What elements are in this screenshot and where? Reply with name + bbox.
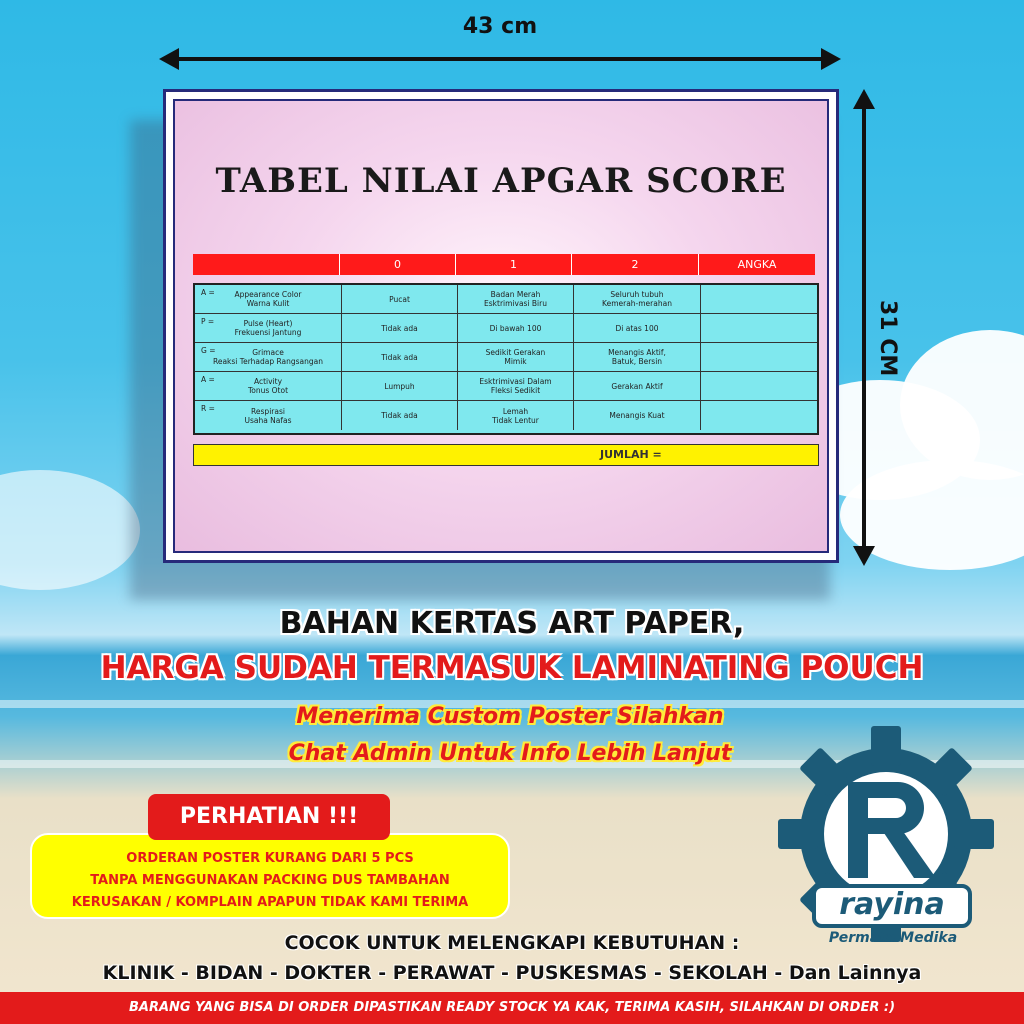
score-2-cell: Seluruh tubuh Kemerah-merahan (574, 285, 701, 313)
width-arrow (165, 57, 835, 61)
score-0-cell: Pucat (342, 285, 458, 313)
criteria-letter: P = (201, 317, 215, 326)
score-2-cell: Menangis Aktif, Batuk, Bersin (574, 343, 701, 371)
custom-info: Menerima Custom Poster Silahkan (296, 704, 724, 729)
table-row (195, 343, 817, 372)
total-row: JUMLAH = (193, 444, 819, 466)
warning-line: ORDERAN POSTER KURANG DARI 5 PCS (126, 851, 414, 866)
criteria-label: Respirasi Usaha Nafas (244, 406, 292, 425)
angka-cell (701, 401, 817, 430)
criteria-letter: A = (201, 288, 215, 297)
poster-title: TABEL NILAI APGAR SCORE (215, 161, 787, 201)
price-info: HARGA SUDAH TERMASUK LAMINATING POUCH (100, 650, 924, 686)
width-label: 43 cm (462, 14, 538, 39)
score-1-cell: Esktrimivasi Dalam Fleksi Sedikit (458, 372, 574, 400)
warning-line: KERUSAKAN / KOMPLAIN APAPUN TIDAK KAMI TERIMA (71, 895, 469, 910)
apgar-table (193, 283, 819, 435)
score-2-cell: Gerakan Aktif (574, 372, 701, 400)
suitable-list: KLINIK - BIDAN - DOKTER - PERAWAT - PUSKESMAS - SEKOLAH - Dan Lainnya (102, 962, 922, 984)
table-row (195, 314, 817, 343)
header-cell: 0 (340, 254, 456, 275)
table-row (195, 285, 817, 314)
score-0-cell: Tidak ada (342, 401, 458, 430)
poster-frame (163, 89, 839, 563)
brand-tagline: Permata Medika (828, 930, 958, 946)
poster-content (173, 99, 829, 553)
angka-cell (701, 343, 817, 371)
score-0-cell: Tidak ada (342, 343, 458, 371)
header-cell: 2 (572, 254, 699, 275)
criteria-label: Appearance Color Warna Kulit (234, 290, 302, 308)
suitable-title: COCOK UNTUK MELENGKAPI KEBUTUHAN : (284, 932, 740, 954)
warning-line: TANPA MENGGUNAKAN PACKING DUS TAMBAHAN (90, 873, 450, 888)
criteria-letter: G = (201, 346, 216, 355)
score-2-cell: Menangis Kuat (574, 401, 701, 430)
score-1-cell: Badan Merah Esktrimivasi Biru (458, 285, 574, 313)
criteria-cell (195, 372, 342, 400)
angka-cell (701, 285, 817, 313)
score-1-cell: Lemah Tidak Lentur (458, 401, 574, 430)
header-cell: ANGKA (699, 254, 815, 275)
score-0-cell: Tidak ada (342, 314, 458, 342)
criteria-label: Pulse (Heart) Frekuensi Jantung (234, 319, 302, 337)
criteria-letter: R = (201, 404, 215, 413)
brand-name: rayina (812, 884, 972, 928)
table-header (193, 254, 819, 275)
score-0-cell: Lumpuh (342, 372, 458, 400)
material-info: BAHAN KERTAS ART PAPER, (279, 606, 745, 641)
angka-cell (701, 314, 817, 342)
height-label: 31 CM (875, 300, 900, 377)
table-row (195, 372, 817, 401)
criteria-letter: A = (201, 375, 215, 384)
angka-cell (701, 372, 817, 400)
chat-info: Chat Admin Untuk Info Lebih Lanjut (288, 741, 732, 766)
cloud-decoration (0, 470, 140, 590)
footer-banner: BARANG YANG BISA DI ORDER DIPASTIKAN READY STOCK YA KAK, TERIMA KASIH, SILAHKAN DI ORDER :) (0, 992, 1024, 1024)
score-1-cell: Di bawah 100 (458, 314, 574, 342)
warning-badge: PERHATIAN !!! (148, 794, 390, 840)
height-arrow (862, 95, 866, 560)
criteria-cell (195, 314, 342, 342)
criteria-cell (195, 401, 342, 430)
criteria-label: Activity Tonus Otot (247, 377, 289, 395)
criteria-cell (195, 343, 342, 371)
table-row (195, 401, 817, 430)
header-cell: 1 (456, 254, 572, 275)
criteria-cell (195, 285, 342, 313)
criteria-label: Grimace Reaksi Terhadap Rangsangan (212, 348, 324, 366)
header-cell (193, 254, 340, 275)
score-1-cell: Sedikit Gerakan Mimik (458, 343, 574, 371)
score-2-cell: Di atas 100 (574, 314, 701, 342)
